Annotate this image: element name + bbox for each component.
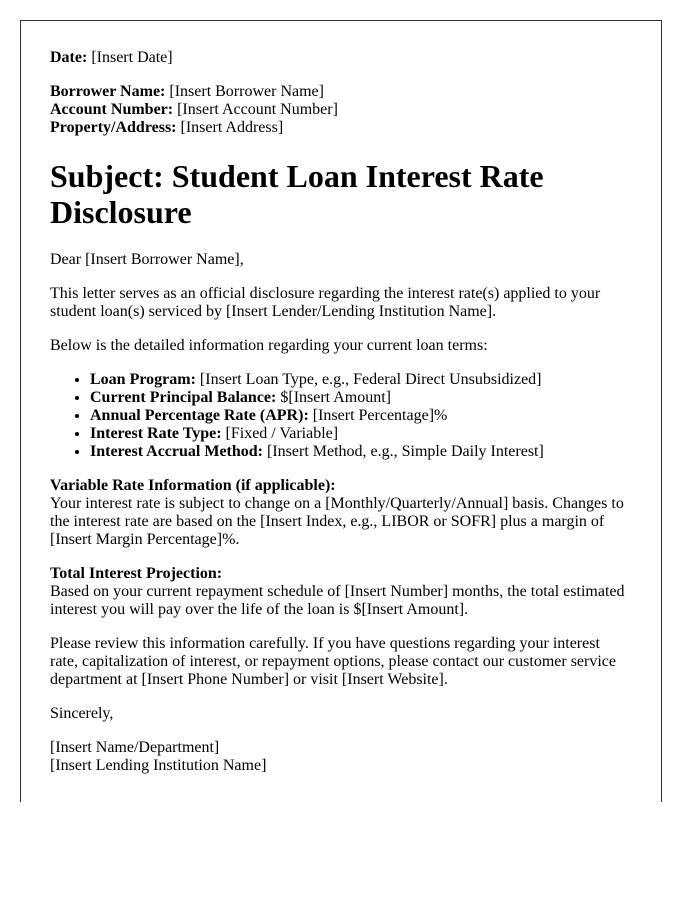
signoff: Sincerely, bbox=[50, 705, 114, 722]
variable-rate-section bbox=[50, 477, 631, 549]
projection-section bbox=[50, 565, 631, 619]
date-label: Date: bbox=[50, 49, 88, 66]
intro-paragraph: This letter serves as an official disclosure regarding the interest rate(s) applied to your student loan(s) serviced by [Insert Lender/Lending Institution Name]. bbox=[50, 285, 601, 320]
term-label: Current Principal Balance: bbox=[90, 389, 277, 406]
closing-paragraph: Please review this information carefully. If you have questions regarding your interest rate, capitalization of interest, or repayment options, please contact our customer service department at [Insert Phone Number] or visit [Insert Website]. bbox=[50, 635, 616, 688]
term-value: [Insert Loan Type, e.g., Federal Direct Unsubsidized] bbox=[199, 371, 542, 388]
signature-institution: [Insert Lending Institution Name] bbox=[50, 757, 267, 774]
term-label: Interest Accrual Method: bbox=[90, 443, 263, 460]
date-line bbox=[50, 49, 631, 67]
term-value: $[Insert Amount] bbox=[280, 389, 392, 406]
subject-heading: Subject: Student Loan Interest Rate Disclosure bbox=[50, 158, 544, 230]
list-item bbox=[90, 407, 631, 425]
term-label: Annual Percentage Rate (APR): bbox=[90, 407, 309, 424]
letter bbox=[20, 20, 662, 802]
borrower-info bbox=[50, 83, 631, 137]
terms-intro: Below is the detailed information regarding your current loan terms: bbox=[50, 337, 488, 354]
projection-text: Based on your current repayment schedule of [Insert Number] months, the total estimated interest you will pay over the life of the loan is $[Insert Amount]. bbox=[50, 583, 625, 618]
list-item bbox=[90, 389, 631, 407]
borrower-label: Borrower Name: bbox=[50, 83, 166, 100]
address-value: [Insert Address] bbox=[180, 119, 284, 136]
variable-rate-heading: Variable Rate Information (if applicable): bbox=[50, 477, 336, 494]
list-item bbox=[90, 371, 631, 389]
signature bbox=[50, 739, 631, 775]
term-label: Interest Rate Type: bbox=[90, 425, 222, 442]
list-item bbox=[90, 443, 631, 461]
salutation: Dear [Insert Borrower Name], bbox=[50, 251, 244, 268]
term-value: [Insert Method, e.g., Simple Daily Interest] bbox=[267, 443, 544, 460]
loan-terms-list bbox=[50, 371, 631, 461]
account-value: [Insert Account Number] bbox=[177, 101, 338, 118]
term-value: [Fixed / Variable] bbox=[225, 425, 339, 442]
variable-rate-text: Your interest rate is subject to change on a [Monthly/Quarterly/Annual] basis. Changes to the interest rate are based on the [Insert Index, e.g., LIBOR or SOFR] plus a margin of [Insert Margin Percentage]%. bbox=[50, 495, 624, 548]
term-value: [Insert Percentage]% bbox=[312, 407, 448, 424]
projection-heading: Total Interest Projection: bbox=[50, 565, 223, 582]
list-item bbox=[90, 425, 631, 443]
term-label: Loan Program: bbox=[90, 371, 196, 388]
address-label: Property/Address: bbox=[50, 119, 177, 136]
borrower-value: [Insert Borrower Name] bbox=[169, 83, 324, 100]
account-label: Account Number: bbox=[50, 101, 174, 118]
date-value: [Insert Date] bbox=[91, 49, 173, 66]
signature-name: [Insert Name/Department] bbox=[50, 739, 220, 756]
